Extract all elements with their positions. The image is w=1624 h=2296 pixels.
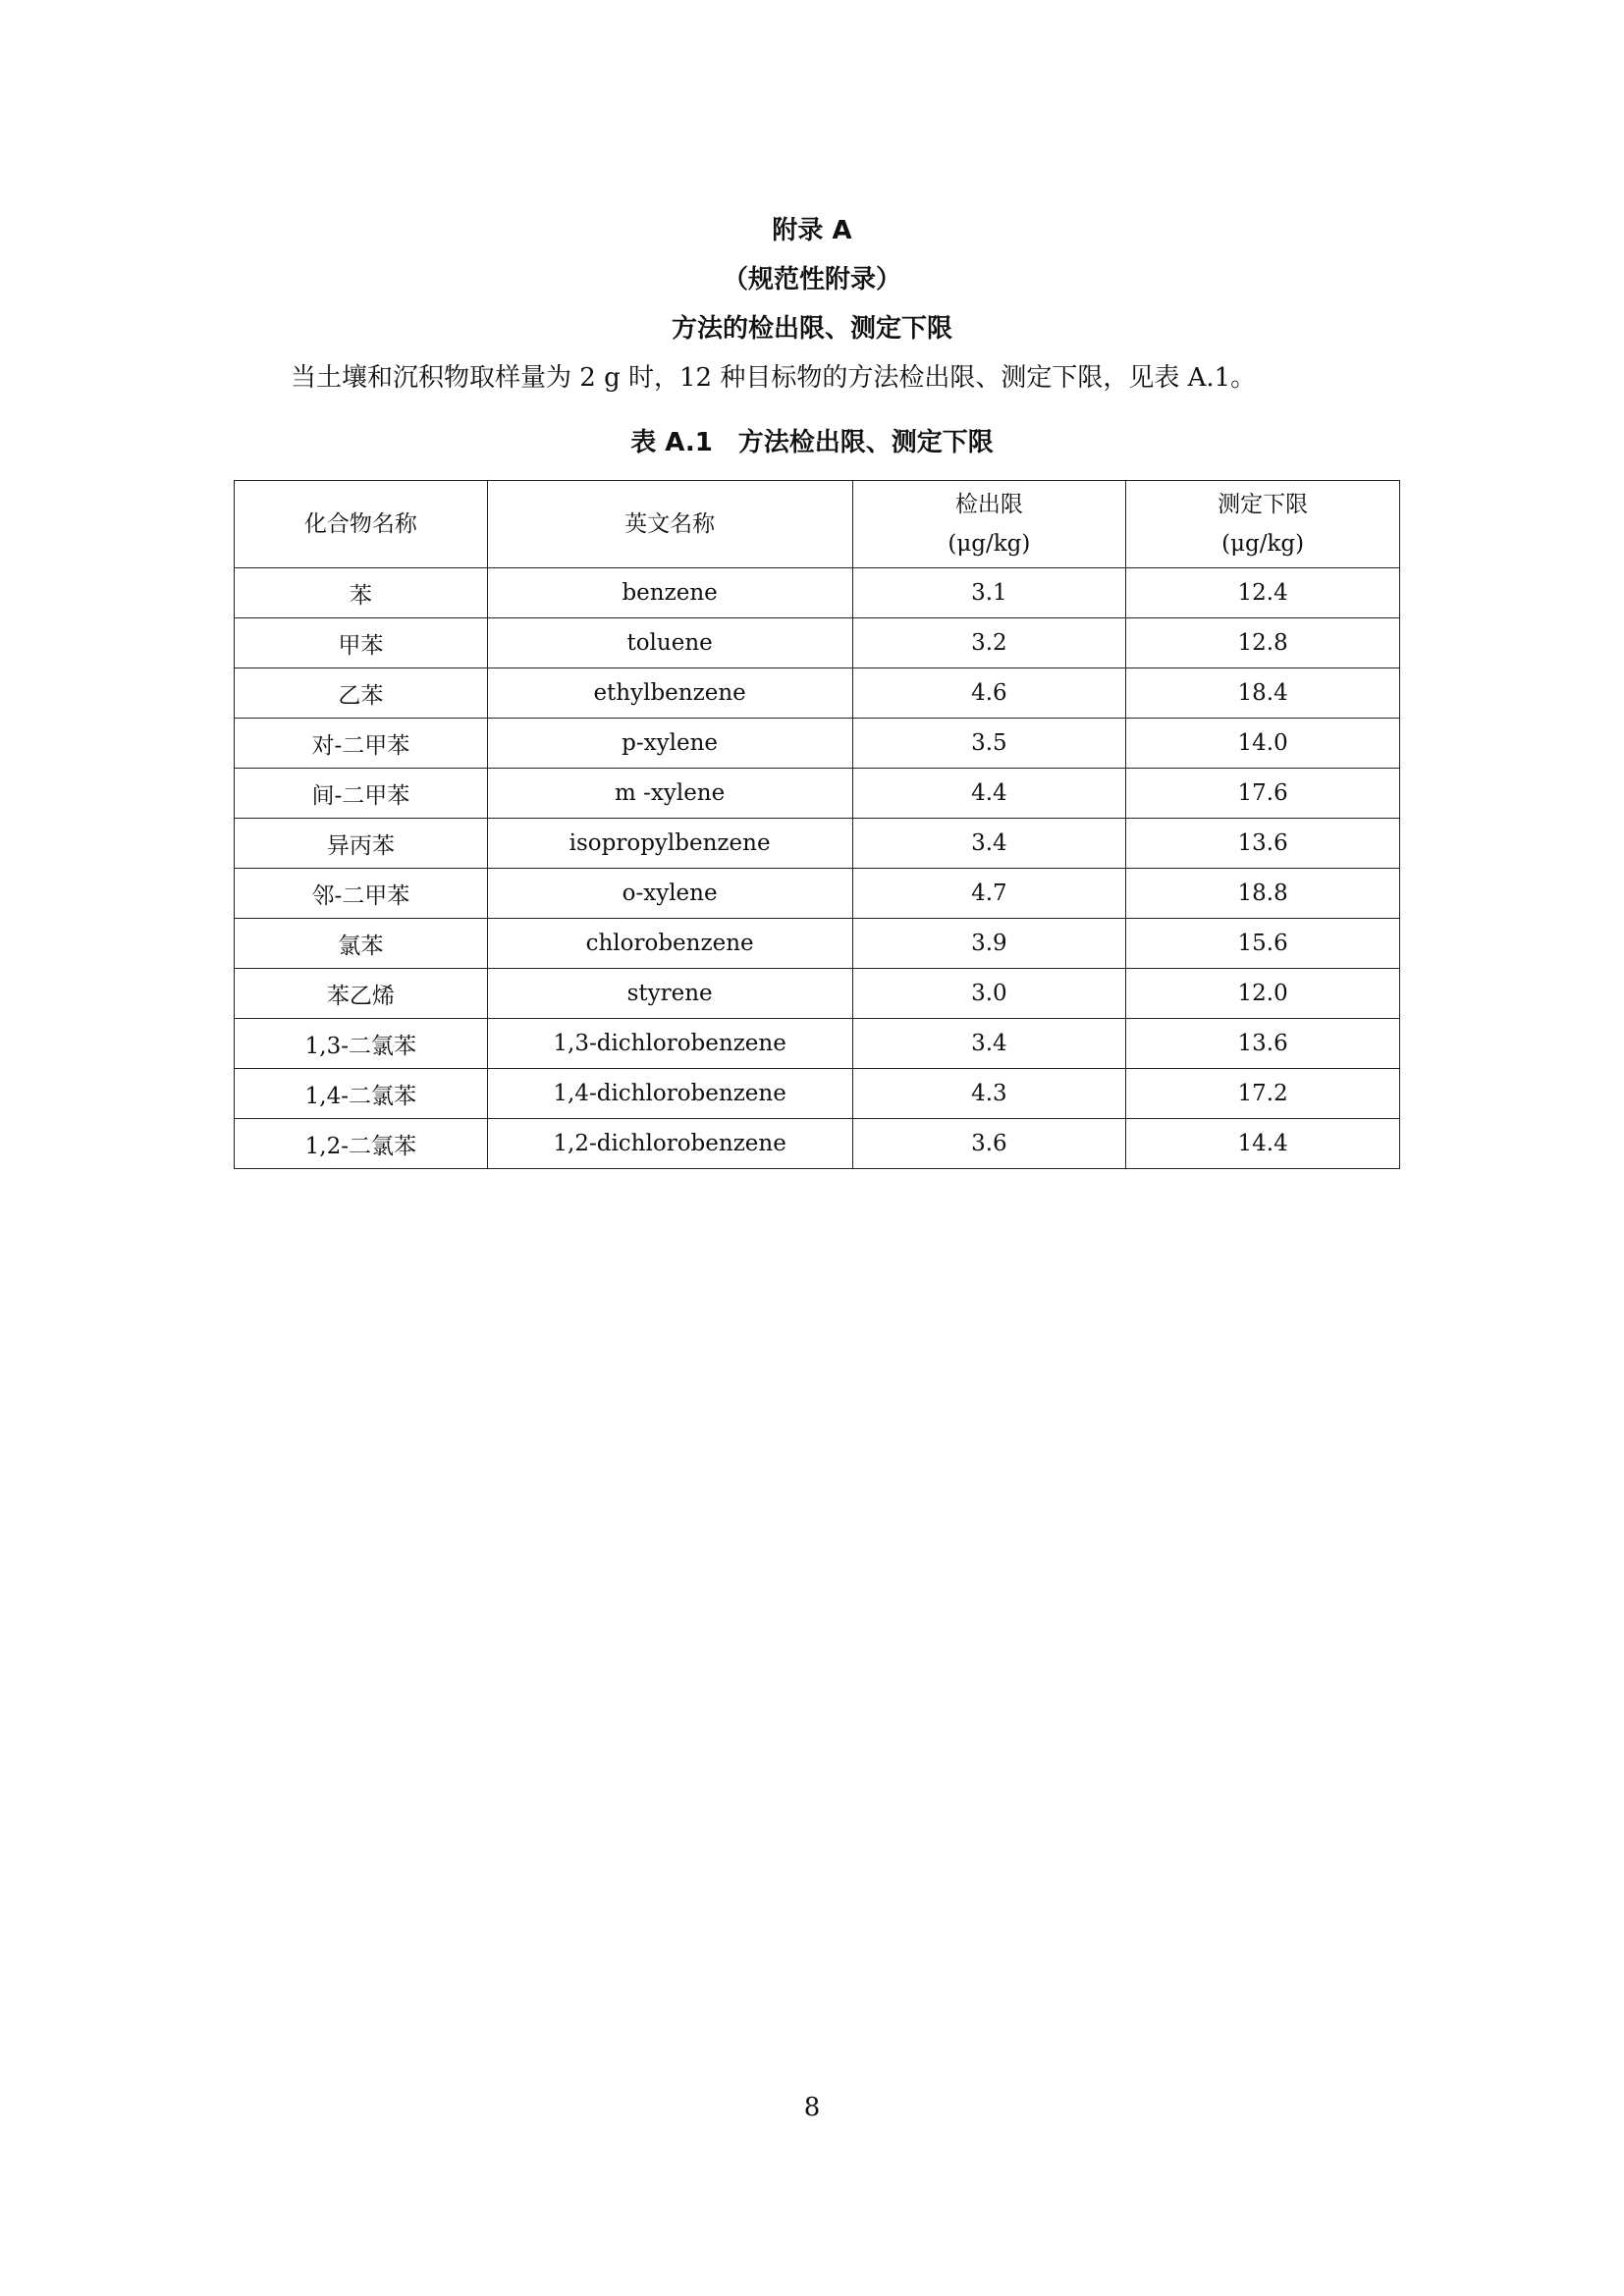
table-row [235,1019,1400,1069]
table-header-row [235,481,1400,568]
table-caption: 表 A.1 方法检出限、测定下限 [630,428,994,457]
cell-cn: 甲苯 [235,618,488,668]
cell-mdl: 3.4 [852,1019,1126,1069]
cell-mdl: 4.3 [852,1069,1126,1119]
table-row [235,1119,1400,1169]
table-row [235,969,1400,1019]
header-mdl: 检出限 (μg/kg) [852,481,1126,568]
table-row [235,819,1400,869]
cell-en: 1,4-dichlorobenzene [487,1069,852,1119]
cell-cn: 1,2-二氯苯 [235,1119,488,1169]
appendix-heading: 方法的检出限、测定下限 [671,314,952,344]
cell-en: styrene [487,969,852,1019]
cell-en: toluene [487,618,852,668]
page-number: 8 [803,2093,821,2122]
appendix-title: 附录 A [772,216,852,245]
header-mdl-unit: (μg/kg) [947,531,1031,557]
cell-mql: 18.8 [1126,869,1400,919]
header-compound-en: 英文名称 [487,481,852,568]
table-row [235,719,1400,769]
cell-cn: 苯 [235,568,488,618]
intro-paragraph: 当土壤和沉积物取样量为 2 g 时，12 种目标物的方法检出限、测定下限，见表 A.1。 [291,363,1257,393]
cell-cn: 对-二甲苯 [235,719,488,769]
appendix-subtitle: （规范性附录） [722,265,901,294]
cell-mdl: 3.9 [852,919,1126,969]
cell-en: m -xylene [487,769,852,819]
cell-cn: 乙苯 [235,668,488,719]
cell-cn: 1,3-二氯苯 [235,1019,488,1069]
cell-mdl: 3.4 [852,819,1126,869]
cell-en: isopropylbenzene [487,819,852,869]
cell-cn: 异丙苯 [235,819,488,869]
table-row [235,869,1400,919]
cell-mql: 17.2 [1126,1069,1400,1119]
table-row [235,769,1400,819]
cell-mql: 14.0 [1126,719,1400,769]
cell-mdl: 4.4 [852,769,1126,819]
cell-mdl: 3.2 [852,618,1126,668]
cell-mdl: 3.5 [852,719,1126,769]
cell-mdl: 3.6 [852,1119,1126,1169]
table-row [235,568,1400,618]
cell-en: 1,2-dichlorobenzene [487,1119,852,1169]
cell-mql: 12.4 [1126,568,1400,618]
cell-mdl: 4.6 [852,668,1126,719]
cell-mdl: 3.0 [852,969,1126,1019]
cell-cn: 间-二甲苯 [235,769,488,819]
header-mql-unit: (μg/kg) [1221,531,1305,557]
table-row [235,1069,1400,1119]
table-row [235,668,1400,719]
cell-en: ethylbenzene [487,668,852,719]
cell-mql: 13.6 [1126,819,1400,869]
table-row [235,919,1400,969]
header-compound-cn: 化合物名称 [235,481,488,568]
cell-mql: 12.8 [1126,618,1400,668]
cell-cn: 邻-二甲苯 [235,869,488,919]
cell-mql: 18.4 [1126,668,1400,719]
cell-mdl: 3.1 [852,568,1126,618]
cell-cn: 1,4-二氯苯 [235,1069,488,1119]
cell-cn: 氯苯 [235,919,488,969]
detection-limit-table [234,480,1400,1169]
cell-en: 1,3-dichlorobenzene [487,1019,852,1069]
cell-en: chlorobenzene [487,919,852,969]
cell-mql: 13.6 [1126,1019,1400,1069]
header-mql: 测定下限 (μg/kg) [1126,481,1400,568]
cell-en: p-xylene [487,719,852,769]
cell-mql: 15.6 [1126,919,1400,969]
cell-mql: 14.4 [1126,1119,1400,1169]
cell-mql: 17.6 [1126,769,1400,819]
cell-cn: 苯乙烯 [235,969,488,1019]
cell-mdl: 4.7 [852,869,1126,919]
cell-en: benzene [487,568,852,618]
table-row [235,618,1400,668]
cell-mql: 12.0 [1126,969,1400,1019]
cell-en: o-xylene [487,869,852,919]
